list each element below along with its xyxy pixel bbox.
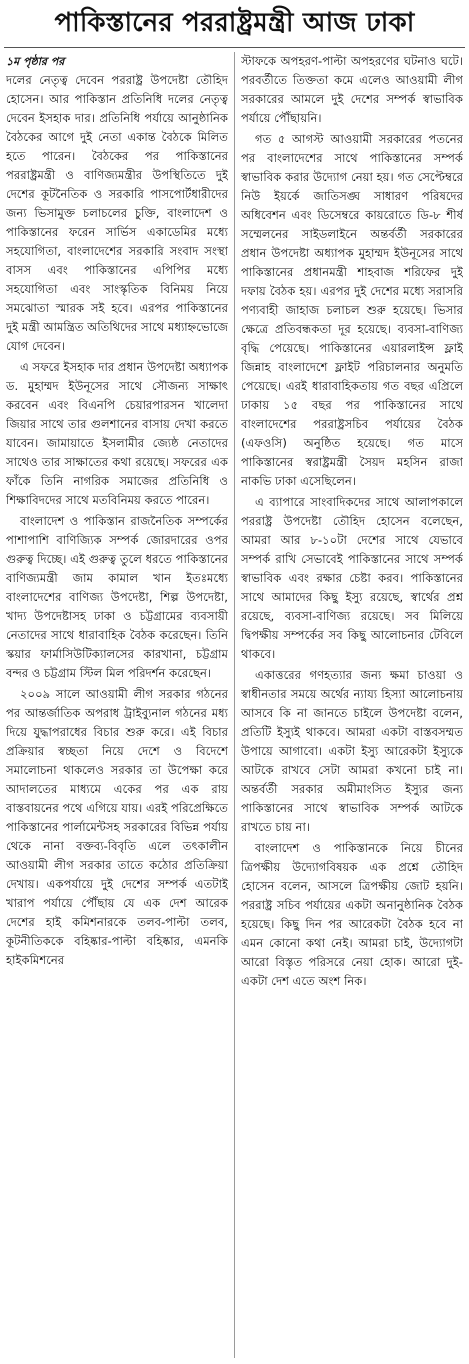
article-headline: পাকিস্তানের পররাষ্ট্রমন্ত্রী আজ ঢাকা — [54, 8, 415, 38]
paragraph: একাত্তরের গণহত্যার জন্য ক্ষমা চাওয়া ও স্বাধীনতার সময়ে অর্থের ন্যায্য হিস্যা আলোচনায় আসবে কি না জানতে চাইলে উপদেষ্টা বলেন, প্রতিটি ইস্যুই থাকবে। আমরা একটা বাস্তবসম্মত উপায়ে আগাবো। একটা ইস্যু আরেকটা ইস্যুকে আটকে রাখবে সেটা আমরা কখনো চাই না। অন্তর্বর্তী সরকার অমীমাংসিত ইস্যুর জন্য পাকিস্তানের সাথে স্বাভাবিক সম্পর্ক আটকে রাখতে চায় না। — [241, 668, 463, 834]
paragraph: দলের নেতৃত্ব দেবেন পররাষ্ট্র উপদেষ্টা তৌহিদ হোসেন। আর পাকিস্তান প্রতিনিধি দলের নেতৃত্ব দেবেন ইসহাক দার। প্রতিনিধি পর্যায়ে আনুষ্ঠানিক বৈঠকের আগে দুই নেতা একান্ত বৈঠকে মিলিত হতে পারেন। বৈঠকের পর পাকিস্তানের পররাষ্ট্রমন্ত্রী ও বাণিজ্যমন্ত্রীর উপস্থিতিতে দুই দেশের কূটনৈতিক ও সরকারি পাসপোর্টধারীদের জন্য ভিসামুক্ত চলাচলের চুক্তি, বাংলাদেশ ও পাকিস্তানের ফরেন সার্ভিস একাডেমির মধ্যে সহযোগিতা, বাংলাদেশের সরকারি সংবাদ সংস্থা বাসস এবং পাকিস্তানের এপিপির মধ্যে সহযোগিতা এবং সাংস্কৃতিক বিনিময় নিয়ে সমঝোতা স্মারক সই হবে। এরপর পাকিস্তানের দুই মন্ত্রী আমন্ত্রিত অতিথিদের সাথে মধ্যাহ্নভোজে যোগ দেবেন। — [6, 73, 228, 353]
paragraph: বাংলাদেশ ও পাকিস্তানকে নিয়ে চীনের ত্রিপক্ষীয় উদ্যোগবিষয়ক এক প্রশ্নে তৌহিদ হোসেন বলেন, আসলে ত্রিপক্ষীয় জোট হয়নি। পররাষ্ট্র সচিব পর্যায়ের একটা অনানুষ্ঠানিক বৈঠক হয়েছে। কিছু দিন পর আরেকটা বৈঠক হবে না এমন কোনো কথা নেই। আমরা চাই, উদ্যোগটা আরো বিস্তৃত পরিসরে নেয়া হোক। আরো দুই-একটা দেশ এতে অংশ নিক। — [241, 841, 463, 988]
continued-from-label: ১ম পৃষ্ঠার পর — [6, 55, 65, 68]
paragraph: গত ৫ আগস্ট আওয়ামী সরকারের পতনের পর বাংলাদেশের সাথে পাকিস্তানের সম্পর্ক স্বাভাবিক করার উদ্যোগ নেয়া হয়। গত সেপ্টেম্বরে নিউ ইয়র্কে জাতিসঙ্ঘ সাধারণ পরিষদের অধিবেশন এবং ডিসেম্বরে কায়রোতে ডি-৮ শীর্ষ সম্মেলনের সাইডলাইনে অন্তর্বর্তী সরকারের প্রধান উপদেষ্টা অধ্যাপক মুহাম্মদ ইউনূসের সাথে পাকিস্তানের প্রধানমন্ত্রী শাহবাজ শরিফের দুই দফায় বৈঠক হয়। এরপর দুই দেশের মধ্যে সরাসরি পণ্যবাহী জাহাজ চলাচল শুরু হয়েছে। ভিসার ক্ষেত্রে প্রতিবন্ধকতা দূর হয়েছে। ব্যবসা-বাণিজ্য বৃদ্ধি পেয়েছে। পাকিস্তানের এয়ারলাইন্স ফ্লাই জিন্নাহ বাংলাদেশে ফ্লাইট পরিচালনার অনুমতি পেয়েছে। এরই ধারাবাহিকতায় গত বছর এপ্রিলে ঢাকায় ১৫ বছর পর পাকিস্তানের সাথে বাংলাদেশের পররাষ্ট্রসচিব পর্যায়ের বৈঠক (এফওসি) অনুষ্ঠিত হয়েছে। গত মাসে পাকিস্তানের স্বরাষ্ট্রমন্ত্রী সৈয়দ মহসিন রাজা নাকভি ঢাকা এসেছিলেন। — [241, 132, 463, 488]
right-column — [241, 52, 463, 1358]
column-divider — [234, 52, 235, 1358]
paragraph: ২০০৯ সালে আওয়ামী লীগ সরকার গঠনের পর আন্তর্জাতিক অপরাধ ট্রাইব্যুনাল গঠনের মধ্য দিয়ে যুদ্ধাপরাধের বিচার শুরু করে। এই বিচার প্রক্রিয়ার স্বচ্ছতা নিয়ে দেশে ও বিদেশে সমালোচনা থাকলেও সরকার তা উপেক্ষা করে আদালতের মাধ্যমে একের পর এক রায় বাস্তবায়নের পথে এগিয়ে যায়। এরই পরিপ্রেক্ষিতে পাকিস্তানের পার্লামেন্টসহ সরকারের বিভিন্ন পর্যায় থেকে নানা বক্তব্য-বিবৃতি এলে তৎকালীন আওয়ামী লীগ সরকার তাতে কঠোর প্রতিক্রিয়া দেখায়। একপর্যায়ে দুই দেশের সম্পর্ক এতটাই খারাপ পর্যায়ে পৌঁছায় যে এক দেশ আরেক দেশের হাই কমিশনারকে তলব-পাল্টা তলব, কূটনীতিককে বহিষ্কার-পাল্টা বহিষ্কার, এমনকি হাইকমিশনের — [6, 687, 228, 967]
paragraph: এ সফরে ইসহাক দার প্রধান উপদেষ্টা অধ্যাপক ড. মুহাম্মদ ইউনূসের সাথে সৌজন্য সাক্ষাৎ করবেন এবং বিএনপি চেয়ারপারসন খালেদা জিয়ার সাথে তার গুলশানের বাসায় দেখা করতে যাবেন। জামায়াতে ইসলামীর জ্যেষ্ঠ নেতাদের সাথেও তার সাক্ষাতের কথা রয়েছে। সফরের এক ফাঁকে তিনি নাগরিক সমাজের প্রতিনিধি ও শিক্ষাবিদদের সাথে মতবিনিময় করতে পারেন। — [6, 360, 228, 507]
paragraph: স্টাফকে অপহরণ-পাল্টা অপহরণের ঘটনাও ঘটে। পরবর্তীতে তিক্ততা কমে এলেও আওয়ামী লীগ সরকারের আমলে দুই দেশের সম্পর্ক স্বাভাবিক পর্যায়ে পৌঁছায়নি। — [241, 54, 463, 125]
paragraph: বাংলাদেশ ও পাকিস্তান রাজনৈতিক সম্পর্কের পাশাপাশি বাণিজ্যিক সম্পর্ক জোরদারের ওপর গুরুত্ব দিচ্ছে। এই গুরুত্ব তুলে ধরতে পাকিস্তানের বাণিজ্যমন্ত্রী জাম কামাল খান ইতঃমধ্যে বাংলাদেশের বাণিজ্য উপদেষ্টা, শিল্প উপদেষ্টা, খাদ্য উপদেষ্টাসহ ঢাকা ও চট্টগ্রামের ব্যবসায়ী নেতাদের সাথে ধারাবাহিক বৈঠক করেছেন। তিনি স্কয়ার ফার্মাসিউটিক্যালসের কারখানা, চট্টগ্রাম বন্দর ও চট্টগ্রাম স্টিল মিল পরিদর্শন করেছেন। — [6, 514, 228, 680]
paragraph: এ ব্যাপারে সাংবাদিকদের সাথে আলাপকালে পররাষ্ট্র উপদেষ্টা তৌহিদ হোসেন বলেছেন, আমরা আর ৮-১০টা দেশের সাথে যেভাবে সম্পর্ক রাখি সেভাবেই পাকিস্তানের সাথে সম্পর্ক স্বাভাবিক এবং রক্ষার চেষ্টা করব। পাকিস্তানের সাথে আমাদের কিছু ইস্যু রয়েছে, স্বার্থের প্রশ্ন রয়েছে, ব্যবসা-বাণিজ্য রয়েছে। সব মিলিয়ে দ্বিপক্ষীয় সম্পর্কের সব কিছু আলোচনার টেবিলে থাকবে। — [241, 495, 463, 661]
left-column — [6, 52, 228, 1358]
article-body — [6, 52, 463, 1358]
headline-rule — [4, 47, 465, 48]
